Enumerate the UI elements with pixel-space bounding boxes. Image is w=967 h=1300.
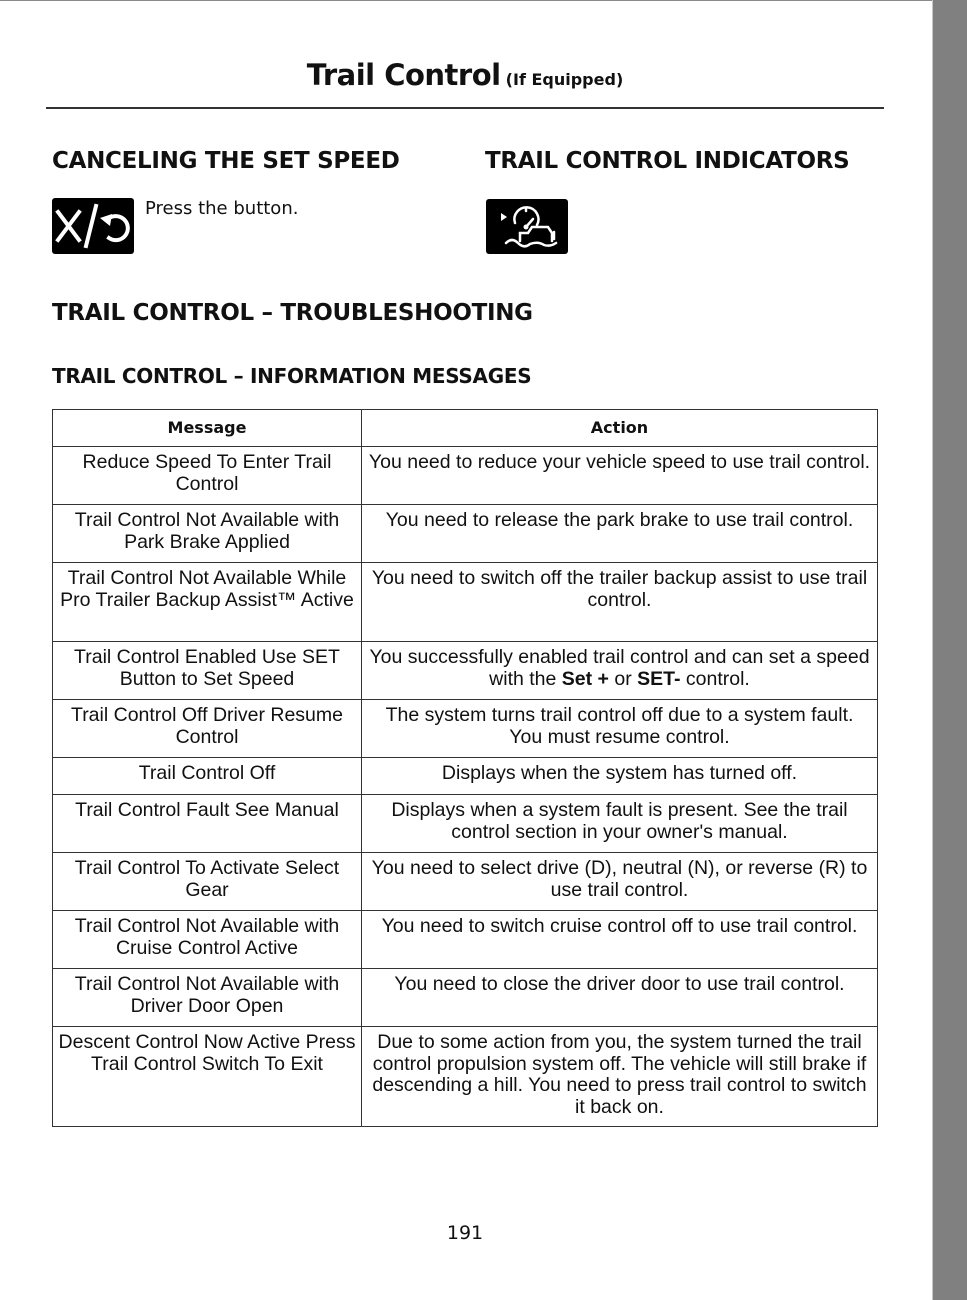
action-cell: Displays when a system fault is present. See the trail control section in your owner's manual.: [362, 795, 878, 853]
message-cell: Trail Control Fault See Manual: [53, 795, 362, 853]
table-row: [53, 969, 878, 1027]
table-row: [53, 911, 878, 969]
message-cell: Trail Control Not Available with Cruise Control Active: [53, 911, 362, 969]
message-cell: Trail Control Enabled Use SET Button to Set Speed: [53, 642, 362, 700]
action-cell: You need to select drive (D), neutral (N), or reverse (R) to use trail control.: [362, 853, 878, 911]
action-text: You successfully enabled trail control and can set a speed with the: [369, 646, 870, 690]
header-divider: [46, 107, 884, 109]
action-text: or: [608, 667, 638, 690]
table-row: [53, 700, 878, 758]
action-cell: Due to some action from you, the system turned the trail control propulsion system off. The vehicle will still brake if descending a hill. You need to press trail control to switch it back on.: [362, 1027, 878, 1127]
column-header-message: Message: [53, 410, 362, 447]
section-heading-information-messages: TRAIL CONTROL – INFORMATION MESSAGES: [52, 364, 532, 388]
table-row: [53, 1027, 878, 1127]
section-heading-troubleshooting: TRAIL CONTROL – TROUBLESHOOTING: [52, 300, 533, 326]
table-row: [53, 642, 878, 700]
message-cell: Reduce Speed To Enter Trail Control: [53, 447, 362, 505]
page-title: Trail Control: [306, 58, 501, 92]
message-cell: Trail Control To Activate Select Gear: [53, 853, 362, 911]
message-cell: Trail Control Off: [53, 758, 362, 795]
table-row: [53, 447, 878, 505]
table-row: [53, 563, 878, 642]
page-side-strip: [932, 0, 967, 1300]
section-heading-indicators: TRAIL CONTROL INDICATORS: [485, 148, 850, 174]
action-cell: Displays when the system has turned off.: [362, 758, 878, 795]
action-cell: You need to close the driver door to use trail control.: [362, 969, 878, 1027]
trail-control-indicator-icon: [486, 199, 568, 254]
action-cell: You need to switch off the trailer backup assist to use trail control.: [362, 563, 878, 642]
table-row: [53, 758, 878, 795]
action-text: control.: [680, 667, 750, 690]
table-row: [53, 505, 878, 563]
table-header-row: [53, 410, 878, 447]
table-row: [53, 795, 878, 853]
message-cell: Trail Control Off Driver Resume Control: [53, 700, 362, 758]
set-plus-label: Set +: [561, 667, 609, 690]
action-cell: You need to release the park brake to use trail control.: [362, 505, 878, 563]
action-cell: [362, 642, 878, 700]
message-cell: Descent Control Now Active Press Trail Control Switch To Exit: [53, 1027, 362, 1127]
action-cell: You need to switch cruise control off to use trail control.: [362, 911, 878, 969]
column-header-action: Action: [362, 410, 878, 447]
information-messages-table: [52, 409, 878, 1127]
page-header: [46, 58, 884, 92]
page-number: 191: [446, 1222, 484, 1244]
section-heading-canceling: CANCELING THE SET SPEED: [52, 148, 400, 174]
action-cell: You need to reduce your vehicle speed to use trail control.: [362, 447, 878, 505]
page-subtitle: (If Equipped): [505, 70, 624, 89]
message-cell: Trail Control Not Available with Park Brake Applied: [53, 505, 362, 563]
action-cell: The system turns trail control off due to a system fault. You must resume control.: [362, 700, 878, 758]
table-row: [53, 853, 878, 911]
page-top-border: [0, 0, 932, 1]
message-cell: Trail Control Not Available While Pro Trailer Backup Assist™ Active: [53, 563, 362, 642]
set-minus-label: SET-: [637, 667, 681, 690]
message-cell: Trail Control Not Available with Driver Door Open: [53, 969, 362, 1027]
cancel-resume-icon: [52, 198, 134, 254]
cancel-instruction: Press the button.: [145, 198, 299, 219]
